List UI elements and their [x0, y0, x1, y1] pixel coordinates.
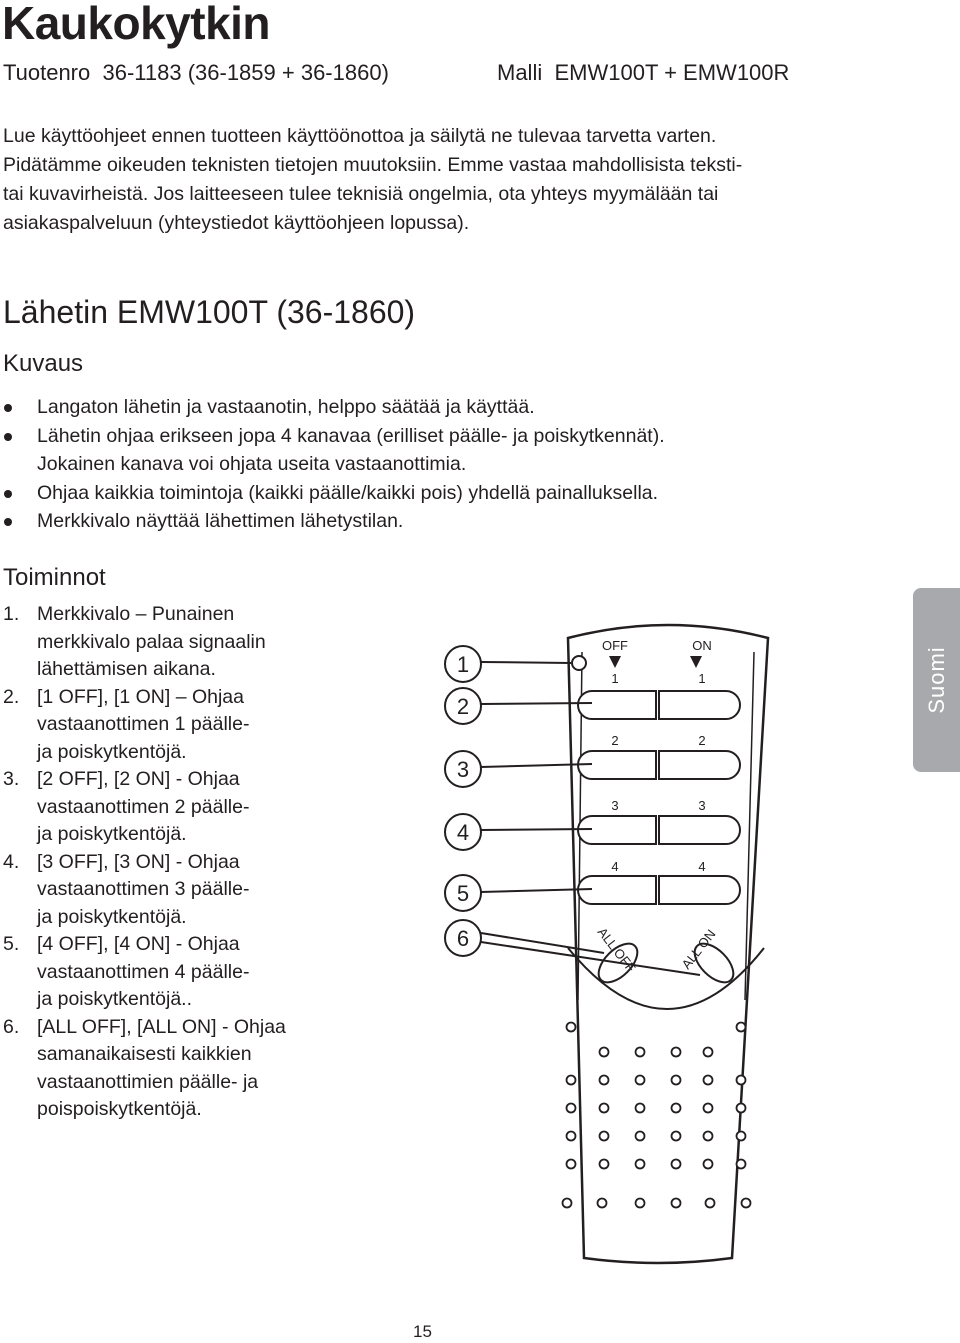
callout-4	[445, 814, 481, 850]
all-on-label: ALL ON	[678, 926, 719, 972]
callout-number: 4	[456, 820, 470, 845]
page-number: 15	[413, 1322, 432, 1341]
led-indicator-icon	[572, 656, 586, 670]
item-text: vastaanottimien päälle- ja	[37, 1070, 259, 1093]
callout-6	[445, 920, 481, 956]
off-label: OFF	[602, 638, 628, 653]
channel-number: 3	[611, 798, 619, 813]
channel-number: 2	[611, 733, 619, 748]
bullet-text: Langaton lähetin ja vastaanotin, helppo säätää ja käyttää.	[37, 396, 535, 418]
product-number-label: Tuotenro	[3, 60, 91, 85]
channel-number: 2	[698, 733, 706, 748]
callout-3	[445, 751, 481, 787]
channel-number: 4	[698, 859, 706, 874]
item-text: poispoiskytkentöjä.	[37, 1098, 202, 1120]
on-label: ON	[692, 638, 712, 653]
item-number: 5.	[3, 933, 20, 955]
item-text: merkkivalo palaa signaalin	[37, 630, 266, 653]
channel-3-buttons[interactable]	[578, 816, 740, 844]
callout-number: 5	[456, 881, 470, 906]
channel-1-buttons[interactable]	[578, 691, 740, 719]
callout-number: 3	[456, 757, 470, 782]
item-text: Merkkivalo – Punainen	[37, 603, 235, 625]
callout-number: 6	[456, 926, 470, 951]
functions-heading: Toiminnot	[3, 564, 106, 591]
item-number: 2.	[3, 685, 20, 708]
item-text: vastaanottimen 4 päälle-	[37, 960, 250, 983]
channel-number: 4	[611, 859, 619, 874]
callout-number: 1	[456, 652, 470, 677]
item-text: [ALL OFF], [ALL ON] - Ohjaa	[37, 1015, 286, 1038]
item-text: ja poiskytkentöjä.	[37, 905, 187, 928]
item-text: samanaikaisesti kaikkien	[37, 1043, 252, 1065]
item-text: [2 OFF], [2 ON] - Ohjaa	[37, 768, 240, 790]
intro-line: Pidätämme oikeuden teknisten tietojen muutoksiin. Emme vastaa mahdollisista teksti-	[3, 154, 743, 176]
section-title: Lähetin EMW100T (36-1860)	[3, 294, 416, 330]
language-tab	[913, 588, 960, 772]
channel-4-buttons[interactable]	[578, 876, 740, 904]
channel-number: 1	[611, 671, 619, 686]
language-tab-label: Suomi	[923, 646, 949, 714]
item-text: ja poiskytkentöjä..	[37, 988, 193, 1010]
item-text: vastaanottimen 2 päälle-	[37, 795, 250, 818]
item-text: vastaanottimen 1 päälle-	[37, 713, 250, 735]
item-number: 6.	[3, 1015, 20, 1038]
item-text: ja poiskytkentöjä.	[37, 823, 187, 845]
model-value: EMW100T + EMW100R	[554, 60, 790, 85]
item-text: [3 OFF], [3 ON] - Ohjaa	[37, 850, 240, 873]
item-number: 3.	[3, 768, 20, 790]
item-text: ja poiskytkentöjä.	[37, 740, 187, 763]
channel-2-buttons[interactable]	[578, 751, 740, 779]
item-text: [1 OFF], [1 ON] – Ohjaa	[37, 685, 244, 708]
description-heading: Kuvaus	[3, 350, 84, 377]
item-text: [4 OFF], [4 ON] - Ohjaa	[37, 933, 240, 955]
channel-number: 1	[698, 671, 706, 686]
item-number: 4.	[3, 850, 20, 873]
bullet-text: Lähetin ohjaa erikseen jopa 4 kanavaa (erilliset päälle- ja poiskytkennät).	[37, 424, 665, 447]
bullet-text: Merkkivalo näyttää lähettimen lähetystilan.	[37, 510, 404, 532]
callout-number: 2	[456, 694, 470, 719]
channel-number: 3	[698, 798, 706, 813]
intro-line: Lue käyttöohjeet ennen tuotteen käyttöönottoa ja säilytä ne tulevaa tarvetta varten.	[3, 125, 717, 147]
all-off-label: ALL OFF	[594, 924, 639, 976]
item-text: lähettämisen aikana.	[37, 658, 216, 680]
bullet-text: Ohjaa kaikkia toimintoja (kaikki päälle/kaikki pois) yhdellä painalluksella.	[37, 481, 659, 504]
item-text: vastaanottimen 3 päälle-	[37, 878, 250, 900]
callout-2	[445, 688, 481, 724]
product-number-value: 36-1183 (36-1859 + 36-1860)	[102, 60, 389, 85]
page-title: Kaukokytkin	[2, 0, 271, 49]
callout-5	[445, 875, 481, 911]
intro-line: tai kuvavirheistä. Jos laitteeseen tulee teknisiä ongelmia, ota yhteys myymälään tai	[3, 183, 719, 205]
model-label: Malli	[497, 60, 543, 85]
bullet-text: Jokainen kanava voi ohjata useita vastaanottimia.	[37, 453, 467, 475]
intro-line: asiakaspalveluun (yhteystiedot käyttöohjeen lopussa).	[3, 212, 470, 234]
callout-1	[445, 646, 481, 682]
item-number: 1.	[3, 603, 20, 625]
